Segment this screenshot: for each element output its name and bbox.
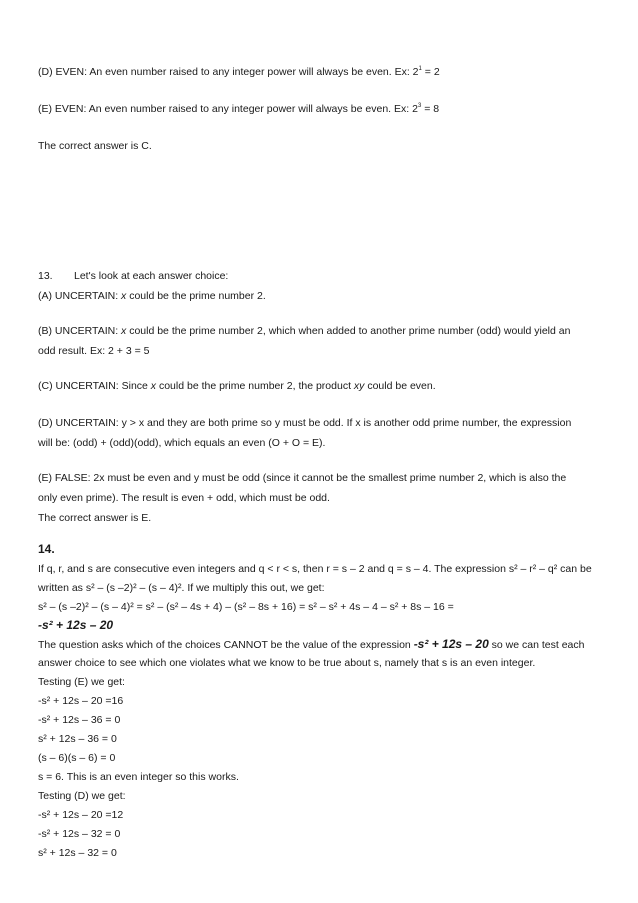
q14-line5: The question asks which of the choices CANNOT be the value of the expression -s² + 12s – 20 so we can test each <box>38 637 585 651</box>
answer-line: The correct answer is C. <box>38 140 152 152</box>
q14-line6: answer choice to see which one violates what we know to be true about s, namely that s is an even integer. <box>38 657 536 669</box>
choice-e-line1: (E) FALSE: 2x must be even and y must be odd (since it cannot be the smallest prime number 2, which is also the <box>38 472 567 484</box>
q14-line1: If q, r, and s are consecutive even integers and q < r < s, then r = s – 2 and q = s – 4. The expression s² – r² – q² can be <box>38 563 592 575</box>
d-step: -s² + 12s – 32 = 0 <box>38 828 121 840</box>
q14-result-expression: -s² + 12s – 20 <box>38 618 114 632</box>
inline-expression: -s² + 12s – 20 <box>413 637 489 651</box>
q14-line3: s² – (s –2)² – (s – 4)² = s² – (s² – 4s + 4) – (s² – 8s + 16) = s² – s² + 4s – 4 – s² + 8s – 16 = <box>38 601 454 613</box>
choice-e-line2: only even prime). The result is even + odd, which must be odd. <box>38 492 330 504</box>
e-step: s = 6. This is an even integer so this works. <box>38 771 239 783</box>
e-step: s² + 12s – 36 = 0 <box>38 733 117 745</box>
d-step: s² + 12s – 32 = 0 <box>38 847 117 859</box>
choice-c-line: (C) UNCERTAIN: Since x could be the prime number 2, the product xy could be even. <box>38 380 436 392</box>
choice-d-line: (D) EVEN: An even number raised to any integer power will always be even. Ex: $2^1 = 2$ <box>38 66 440 78</box>
answer-line: The correct answer is E. <box>38 512 152 524</box>
choice-d-line1: (D) UNCERTAIN: y > x and they are both prime so y must be odd. If x is another odd prime number, the expression <box>38 417 572 429</box>
e-step: (s – 6)(s – 6) = 0 <box>38 752 116 764</box>
testing-d-heading: Testing (D) we get: <box>38 790 126 802</box>
question-13-intro: 13. Let's look at each answer choice: <box>38 270 229 282</box>
question-number: 13. <box>38 270 53 282</box>
testing-e-heading: Testing (E) we get: <box>38 676 125 688</box>
question-14-number: 14. <box>38 542 55 556</box>
choice-d-line2: will be: (odd) + (odd)(odd), which equals an even (O + O = E). <box>38 437 326 449</box>
choice-e-line: (E) EVEN: An even number raised to any integer power will always be even. Ex: $2^3 = 8$ <box>38 103 440 115</box>
choice-b-line1: (B) UNCERTAIN: x could be the prime number 2, which when added to another prime number (odd) would yield an <box>38 325 571 337</box>
e-step: -s² + 12s – 36 = 0 <box>38 714 121 726</box>
d-step: -s² + 12s – 20 =12 <box>38 809 124 821</box>
choice-b-line2: odd result. Ex: 2 + 3 = 5 <box>38 345 150 357</box>
choice-a-line: (A) UNCERTAIN: x could be the prime number 2. <box>38 290 266 302</box>
e-step: -s² + 12s – 20 =16 <box>38 695 124 707</box>
q14-line2: written as s² – (s –2)² – (s – 4)². If we multiply this out, we get: <box>38 582 325 594</box>
